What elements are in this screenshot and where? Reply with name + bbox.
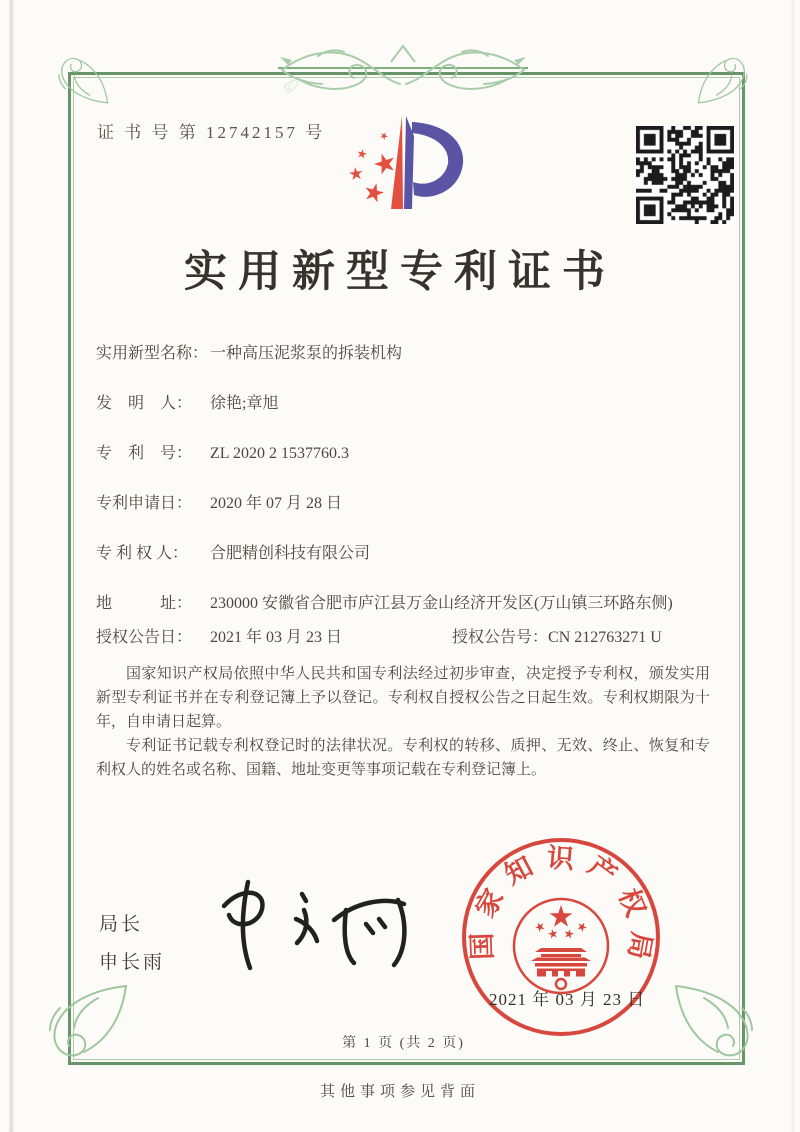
certificate-title: 实用新型专利证书 <box>184 249 616 296</box>
director-block <box>99 906 165 982</box>
flourish-top-center-icon <box>278 38 528 98</box>
grant-number-value: CN 212763271 U <box>548 629 662 646</box>
legal-text <box>96 662 710 782</box>
field-value: 合肥精创科技有限公司 <box>210 545 371 562</box>
seal-text: 国家知识产权局 <box>466 842 657 974</box>
certificate-fields <box>96 342 696 650</box>
back-note: 其他事项参见背面 <box>319 1084 480 1100</box>
field-label: 实用新型名称： <box>96 345 209 362</box>
flourish-bottom-left-icon <box>34 978 138 1078</box>
seal-date: 2021 年 03 月 23 日 <box>489 990 646 1009</box>
national-emblem-icon <box>514 899 608 993</box>
grant-date-value: 2021 年 03 月 23 日 <box>210 629 343 646</box>
field-patentee <box>96 542 696 566</box>
field-label: 专利申请日： <box>96 495 193 512</box>
field-address <box>96 592 696 616</box>
qr-code <box>636 126 734 224</box>
field-patent-number <box>96 442 696 466</box>
field-label: 专 利 权 人： <box>96 545 189 562</box>
cnipa-logo-icon <box>328 106 480 234</box>
certificate-number: 证 书 号 第 12742157 号 <box>97 123 326 142</box>
field-utility-model-name <box>96 342 696 366</box>
field-grant-row <box>96 626 696 650</box>
flourish-top-left-icon <box>50 44 114 108</box>
field-label: 地 址： <box>96 595 193 612</box>
page-number: 第 1 页 (共 2 页) <box>342 1036 465 1051</box>
scan-edge-shadow-right <box>791 0 794 1132</box>
grant-date-label: 授权公告日： <box>96 629 193 646</box>
scan-edge-shadow <box>9 0 14 1132</box>
field-label: 发 明 人： <box>96 395 193 412</box>
field-filing-date <box>96 492 696 516</box>
legal-paragraph-1: 国家知识产权局依照中华人民共和国专利法经过初步审查，决定授予专利权，颁发实用新型专利证书并在专利登记簿上予以登记。专利权自授权公告之日起生效。专利权期限为十年，自申请日起算。 <box>96 666 710 730</box>
legal-paragraph-2: 专利证书记载专利权登记时的法律状况。专利权的转移、质押、无效、终止、恢复和专利权人的姓名或名称、国籍、地址变更等事项记载在专利登记簿上。 <box>96 738 710 778</box>
field-value: 一种高压泥浆泵的拆装机构 <box>210 345 403 362</box>
field-value: 230000 安徽省合肥市庐江县万金山经济开发区(万山镇三环路东侧) <box>210 595 673 612</box>
director-name: 申长雨 <box>99 952 166 973</box>
director-title: 局长 <box>99 914 144 935</box>
field-value: 2020 年 07 月 28 日 <box>210 495 343 512</box>
flourish-top-right-icon <box>692 44 756 108</box>
grant-number-label: 授权公告号： <box>452 629 549 646</box>
field-inventor <box>96 392 696 416</box>
field-label: 专 利 号： <box>96 445 193 462</box>
field-value: ZL 2020 2 1537760.3 <box>210 445 349 462</box>
field-value: 徐艳;章旭 <box>210 395 279 412</box>
director-signature <box>196 864 428 982</box>
flourish-bottom-right-icon <box>664 978 768 1078</box>
